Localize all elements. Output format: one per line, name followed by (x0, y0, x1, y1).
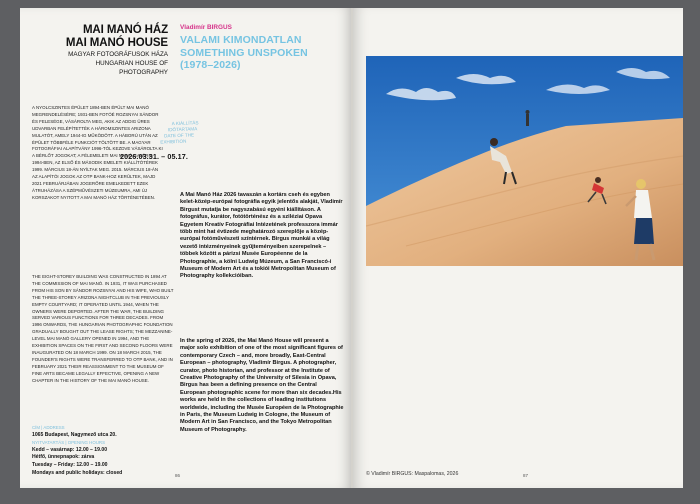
hours-line-4: Mondays and public holidays: closed (32, 469, 123, 476)
date-label-line-1: A KIÁLLÍTÁS (171, 120, 199, 127)
author-name: Vladimír BIRGUS (180, 24, 232, 31)
venue-subtitle-en-1: HUNGARIAN HOUSE OF (95, 60, 168, 67)
exhibition-years: (1978–2026) (180, 59, 241, 71)
venue-subtitle-en-2: PHOTOGRAPHY (119, 69, 168, 76)
hours-label: NYITVATARTÁS | OPENING HOURS (32, 440, 106, 446)
exhibition-title (180, 34, 340, 72)
venue-title-en: MAI MANÓ HOUSE (65, 36, 168, 49)
address-text: 1065 Budapest, Nagymező utca 20. (32, 431, 117, 438)
date-label-line-4: EXHIBITION (160, 138, 187, 145)
photo-caption: © Vladimír BIRGUS: Maspalomas, 2026 (366, 471, 459, 477)
photo-illustration (366, 56, 683, 266)
intro-english: In the spring of 2026, the Mai Manó House will present a major solo exhibition of one of the most significant figures of contemporary Czech – and, more broadly, East-Central European – photography, Vladimír Birgus. A photographer, curator, photo historian, and professor at the Institute of Creative Photography of the University of Silesia in Opava, Birgus has been a defining presence on the Central European photographic scene for more than six decades.His works are held in the collections of leading institutions worldwide, including the Musée Européen de la Photographie in Paris, the Museum Ludwig in Cologne, the Museum of Modern Art in San Francisco, and the Tokyo Metropolitan Museum of Photography. (180, 338, 344, 433)
hours-line-1: Kedd – vasárnap: 12.00 – 19.00 (32, 446, 108, 453)
exhibition-date-label (160, 118, 251, 145)
magazine-spread (20, 8, 683, 488)
page-number-right: 87 (523, 473, 529, 478)
history-hungarian: A NYOLCSZINTES ÉPÜLET 1894-BEN ÉPÜLT MAI MANÓ MEGRENDELÉSÉRE; 1931-BEN FOTÓÉ ROZSNYAI SÁNDOR ÉS FELESÉGE, VÁSÁROLTA MEG, AKIK AZ ADDIG ÜRES UDVARBAN FELÉPÍTETTÉK A HÁROMSZINTES ARIZONA MULATÓT, AMELY 1944-IG MŰKÖDÖTT. A HÁBORÚ UTÁN AZ ÉPÜLET TÖBBFÉLE FUNKCIÓT TÖLTÖTT BE. A MAGYAR FOTOGRÁFIAI ALAPÍTVÁNY 1996-TÓL KEZDVE VÁSÁROLTA KI A BÉRLŐT JOGOKAT; A FÉLEMELETI MAI MANÓ GALÉRIA 1994-BEN, AZ ELSŐ ÉS MÁSODIK EMELETI KIÁLLÍTÓTÉREK 1999. MÁRCIUS 18-ÁN NYÍLTAK MEG. 2015. MÁRCIUS 18-ÁN AZ ALAPÍTÓI JOGOK AZ OTP BANK-HOZ KERÜLTEK, MAJD 2021 FEBRUÁRJÁBAN JOGERŐRE EMELKEDETT EZEK ÁTRUHÁZÁSA A SZÉPMŰVÉSZETI MÚZEUMRA, AMI ÚJ KORSZAKOT NYITOTT A MAI MANÓ HÁZ TÖRTÉNETÉBEN. (32, 105, 163, 200)
date-label-line-2: IDŐTARTAMA (167, 126, 198, 133)
left-page (20, 8, 352, 488)
exhibition-title-en: SOMETHING UNSPOKEN (180, 46, 308, 59)
visitor-info (32, 424, 174, 477)
hours-line-2: Hétfő, ünnepnapok: zárva (32, 454, 95, 461)
intro-hungarian: A Mai Manó Ház 2026 tavaszán a kortárs cseh és egyben kelet-közép-európai fotográfia egyik jelentős alakját, Vladimír Birgust mutatja be nagyszabású egyéni kiállításon. A fotográfus, kurátor, fotótörténész és a sziléziai Opava Egyetem Kreatív Fotográfiai Intézetének professzora immár több mint hat évtizede meghatározó szereplője a közép-európai fotóművészeti színtérnek. Birgus munkái a világ vezető intézményeinek gyűjteményeiben szerepelnek – többek között a párizsi Musée Européenne de la Photographie, a kölni Ludwig Múzeum, a San Franciscó-i Museum of Modern Art és a tokiói Metropolitan Museum of Photography kollekcióiban. (180, 192, 343, 280)
page-number-left: 86 (175, 473, 181, 478)
hours-line-3: Tuesday – Friday: 12.00 – 19.00 (32, 461, 108, 468)
exhibition-dates: 2026.03.31. – 05.17. (120, 152, 188, 161)
exhibition-title-hu: VALAMI KIMONDATLAN (180, 34, 302, 46)
venue-title-hu: MAI MANÓ HÁZ (82, 24, 168, 36)
right-page (353, 8, 683, 488)
venue-titles (28, 24, 168, 77)
venue-subtitle-hu: MAGYAR FOTOGRÁFUSOK HÁZA (68, 51, 168, 58)
date-label-line-3: DATE OF THE (164, 132, 195, 139)
address-label: CÍM | ADDRESS (32, 425, 65, 430)
history-english: THE EIGHT-STOREY BUILDING WAS CONSTRUCTED IN 1894 AT THE COMMISSION OF MAI MANÓ. IN 1931, IT WAS PURCHASED FROM HIS SON BY SÁNDOR ROZSNYAI AND HIS WIFE, WHO BUILT THE THREE-STOREY ARIZONA NIGHTCLUB IN THE PREVIOUSLY EMPTY COURTYARD; IT OPERATED UNTIL 1944, WHEN THE OWNERS WERE DEPORTED. AFTER THE WAR, THE BUILDING SERVED VARIOUS FUNCTIONS FOR THREE DECADES. FROM 1996 ONWARDS, THE HUNGARIAN PHOTOGRAPHIC FOUNDATION GRADUALLY BOUGHT OUT THE LEASE RIGHTS; THE MEZZANINE-LEVEL MAI MANÓ GALLERY OPENED IN 1994, AND THE EXHIBITION SPACES ON THE FIRST AND SECOND FLOORS WERE INAUGURATED ON 18 MARCH 1999. ON 18 MARCH 2015, THE FOUNDER'S RIGHTS WERE TRANSFERRED TO OTP BANK, AND IN FEBRUARY 2021 THEIR REASSIGNMENT TO THE MUSEUM OF FINE ARTS BECAME LEGALLY EFFECTIVE, OPENING A NEW CHAPTER IN THE HISTORY OF THE MAI MANÓ HOUSE. (32, 274, 174, 383)
dune-photograph (366, 56, 683, 266)
